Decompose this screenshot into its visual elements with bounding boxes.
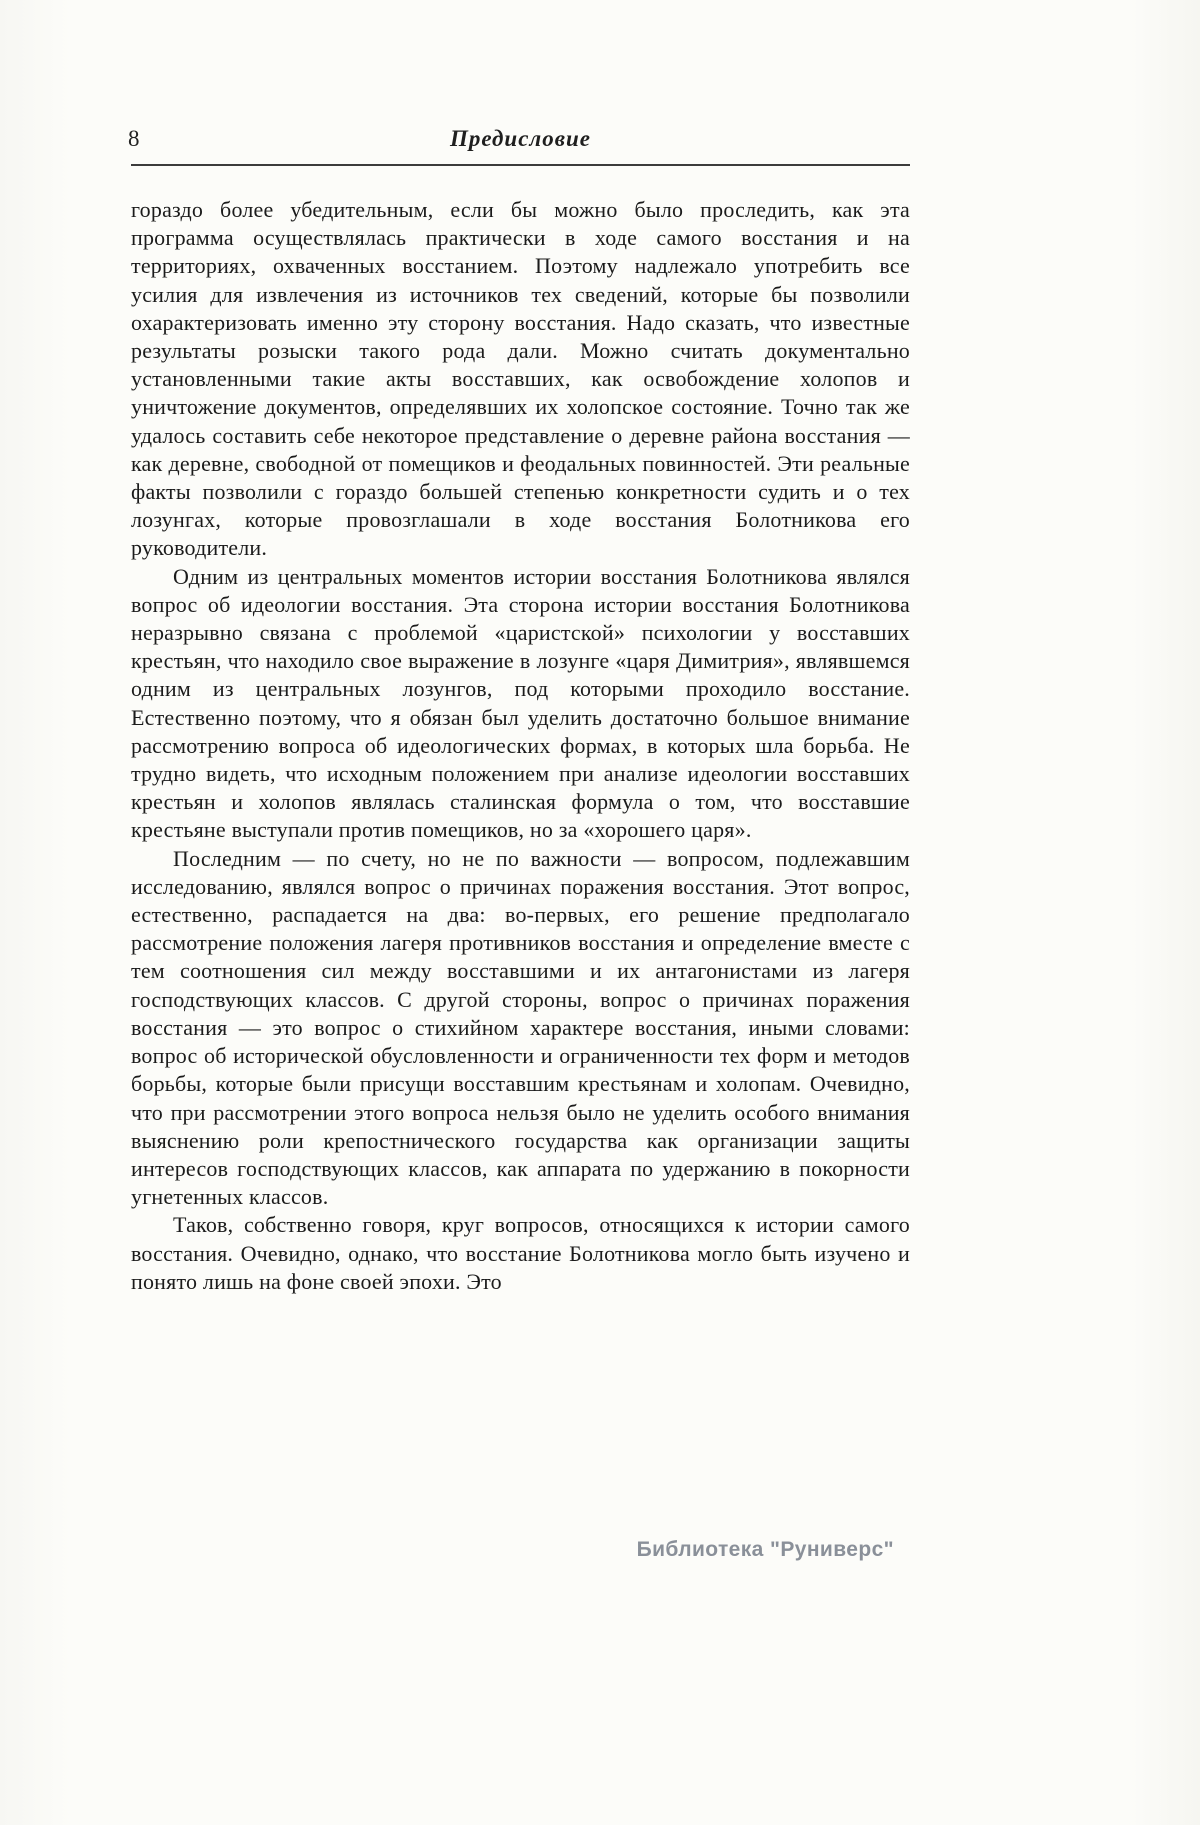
page-header — [128, 126, 910, 158]
paragraph: гораздо более убедительным, если бы можно было проследить, как эта программа осуществлялась практически в ходе самого восстания и на территориях, охваченных восстанием. Поэтому надлежало употребить все усилия для извлечения из источников тех сведений, которые бы позволили охарактеризовать именно эту сторону восстания. Надо сказать, что известные результаты розыски такого рода дали. Можно считать документально установленными такие акты восставших, как освобождение холопов и уничтожение документов, определявших их холопское состояние. Точно так же удалось составить себе некоторое представление о деревне района восстания — как деревне, свободной от помещиков и феодальных повинностей. Эти реальные факты позволили с гораздо большей степенью конкретности судить и о тех лозунгах, которые провозглашали в ходе восстания Болотникова его руководители. — [131, 197, 910, 561]
paragraph: Одним из центральных моментов истории восстания Болотникова являлся вопрос об идеологии восстания. Эта сторона истории восстания Болотникова неразрывно связана с проблемой «царистской» психологии у восставших крестьян, что находило свое выражение в лозунге «царя Димитрия», являвшемся одним из центральных лозунгов, под которыми проходило восстание. Естественно поэтому, что я обязан был уделить достаточно большое внимание рассмотрению вопроса об идеологических формах, в которых шла борьба. Не трудно видеть, что исходным положением при анализе идеологии восставших крестьян и холопов являлась сталинская формула о том, что восставшие крестьяне выступали против помещиков, но за «хорошего царя». — [131, 563, 910, 843]
paragraph: Таков, собственно говоря, круг вопросов, относящихся к истории самого восстания. Очевидно, однако, что восстание Болотникова могло быть изучено и понято лишь на фоне своей эпохи. Это — [131, 1212, 910, 1294]
body-text — [131, 196, 910, 1296]
text-block — [128, 126, 910, 1296]
page-number: 8 — [128, 126, 140, 151]
paragraph: Последним — по счету, но не по важности — вопросом, подлежавшим исследованию, являлся вопрос о причинах поражения восстания. Этот вопрос, естественно, распадается на два: во-первых, его решение предполагало рассмотрение положения лагеря противников восстания и определение вместе с тем соотношения сил между восставшими и их антагонистами из лагеря господствующих классов. С другой стороны, вопрос о причинах поражения восстания — это вопрос о стихийном характере восстания, иными словами: вопрос об исторической обусловленности и ограниченности тех форм и методов борьбы, которые были присущи восставшим крестьянам и холопам. Очевидно, что при рассмотрении этого вопроса нельзя было не уделить особого внимания выяснению роли крепостнического государства как организации защиты интересов господствующих классов, как аппарата по удержанию в покорности угнетенных классов. — [131, 845, 910, 1210]
header-rule — [131, 164, 910, 166]
running-head-title: Предисловие — [449, 126, 591, 151]
library-watermark: Библиотека "Руниверс" — [636, 1538, 894, 1561]
